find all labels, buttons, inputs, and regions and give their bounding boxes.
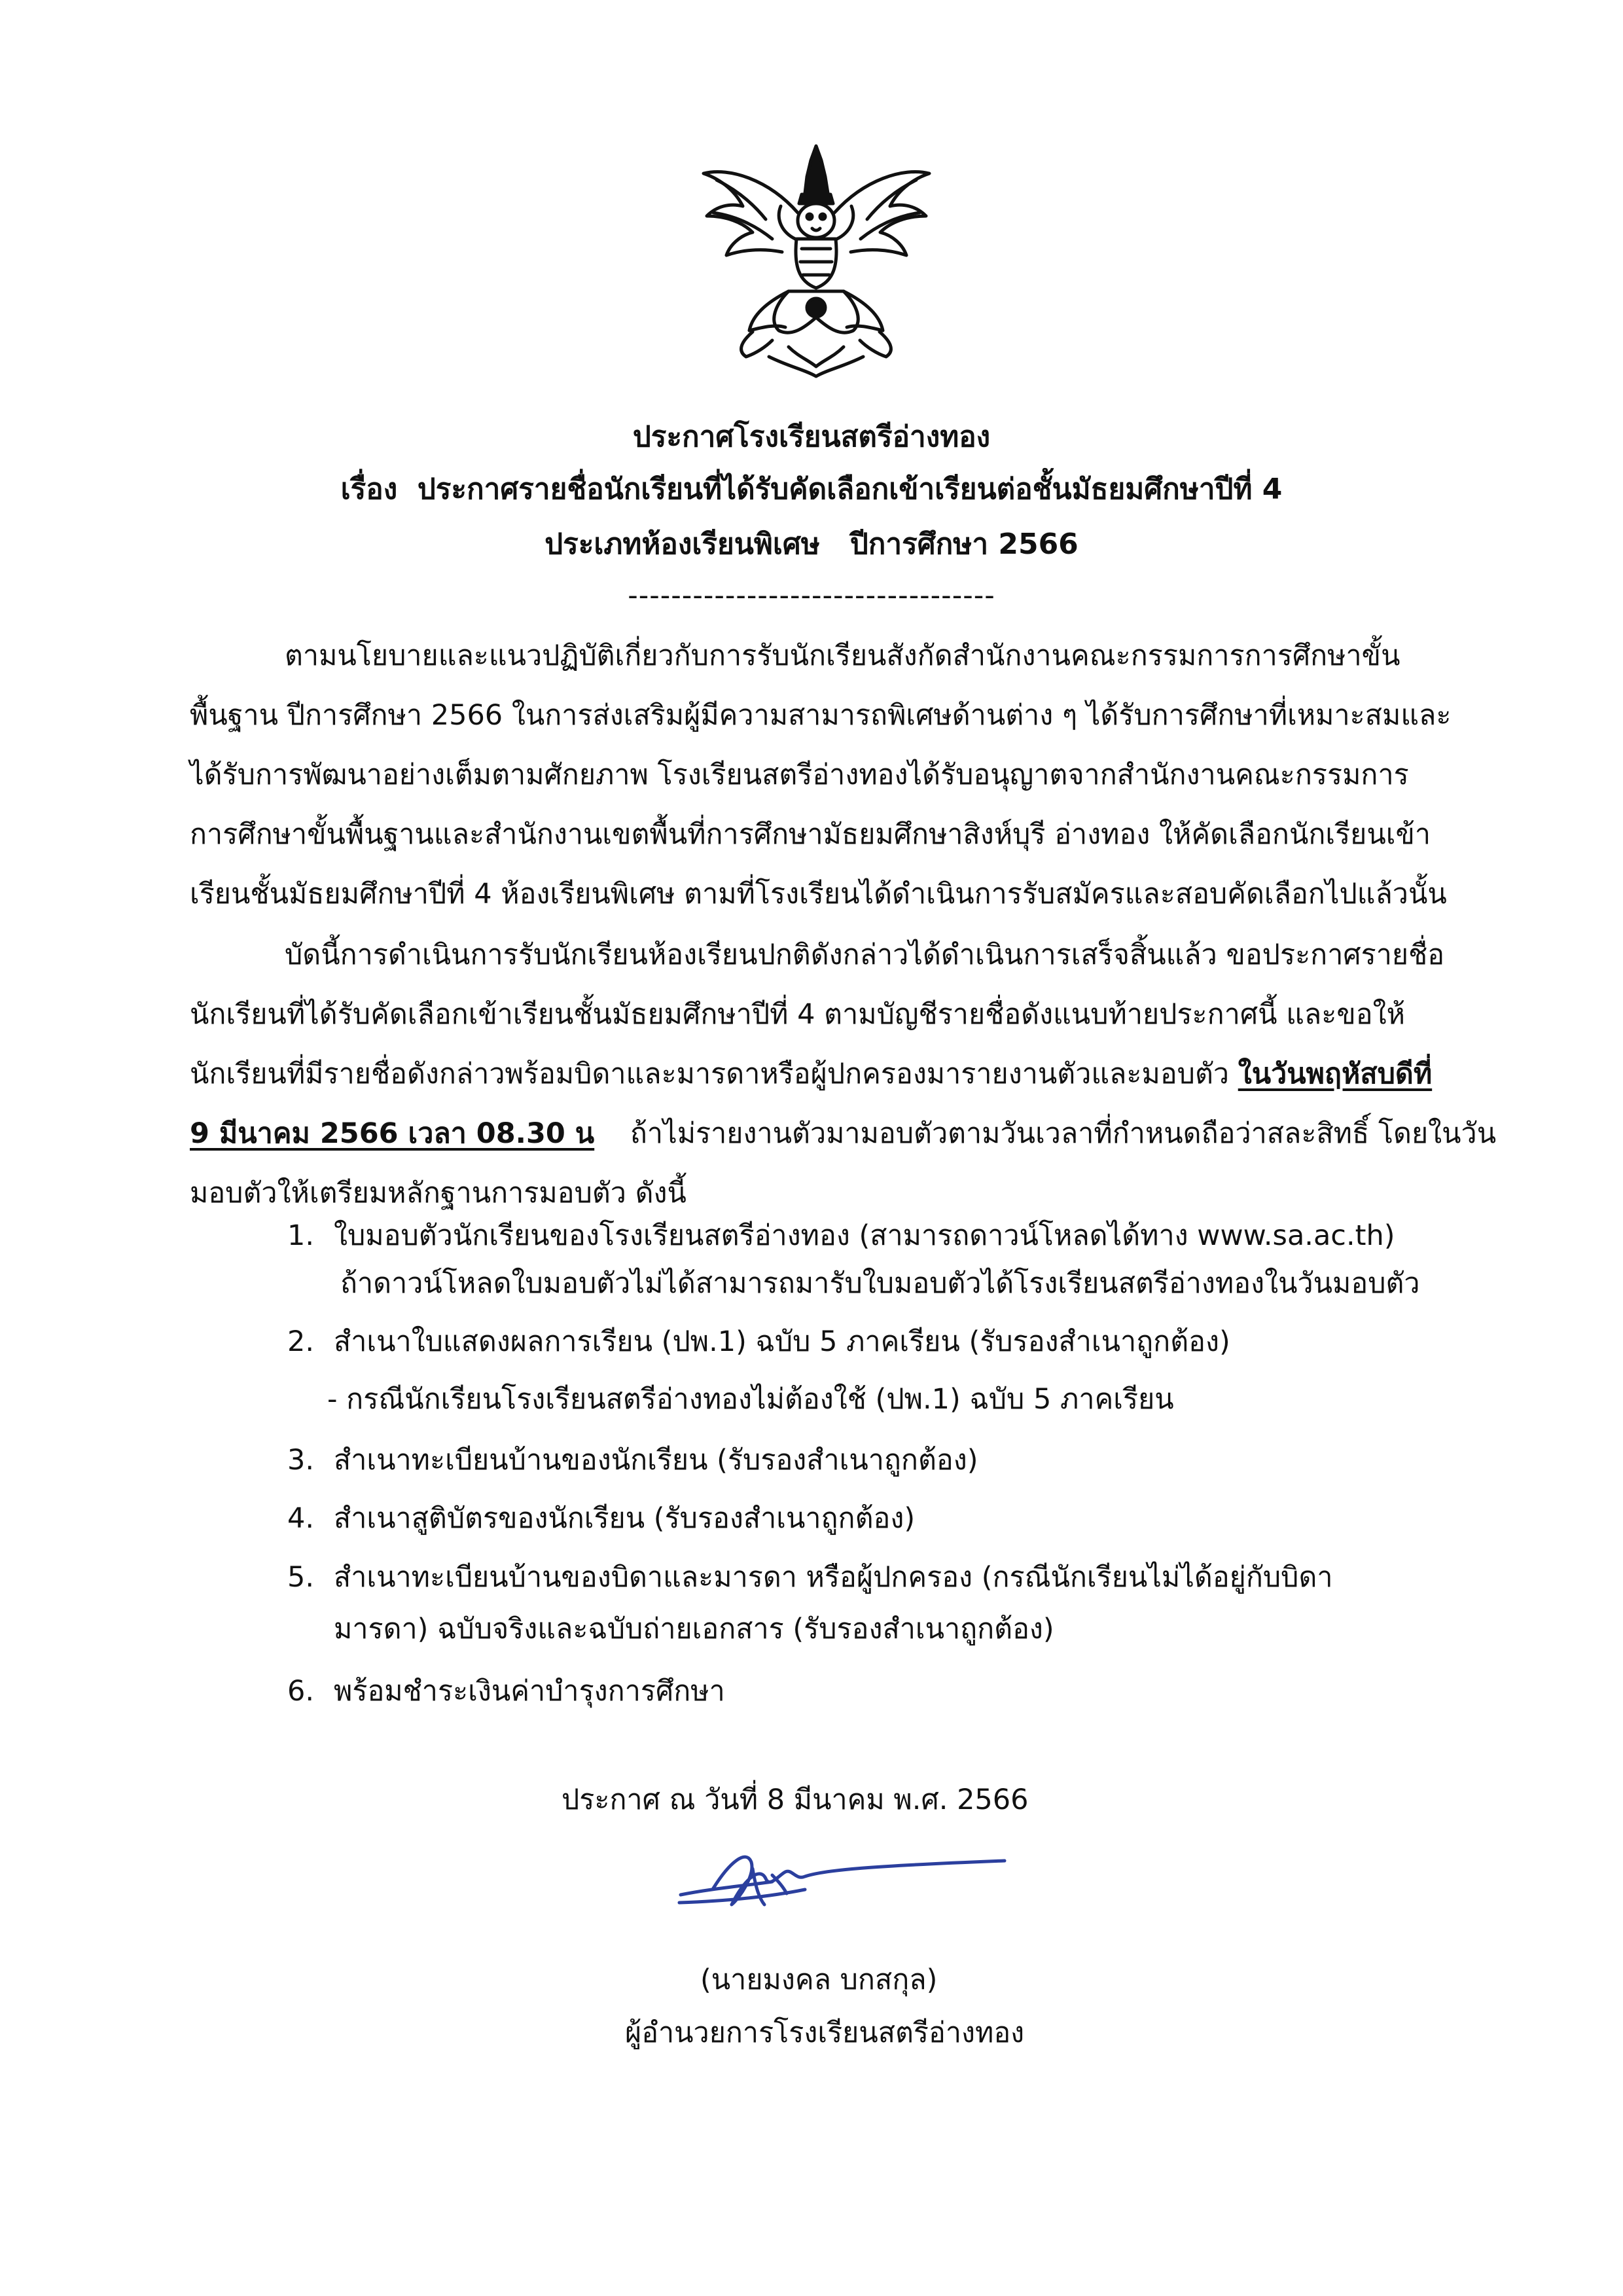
list-item-number: 4. — [287, 1502, 314, 1535]
para2-line-4-text: ถ้าไม่รายงานตัวมามอบตัวตามวันเวลาที่กำหนดถือว่าสละสิทธิ์ โดยในวัน — [630, 1117, 1497, 1150]
para1-line-5: เรียนชั้นมัธยมศึกษาปีที่ 4 ห้องเรียนพิเศษ ตามที่โรงเรียนได้ดำเนินการรับสมัครและสอบคัดเลือกไปแล้วนั้น — [190, 878, 1447, 910]
list-item-number: 3. — [287, 1444, 314, 1477]
list-item-number: 6. — [287, 1675, 314, 1708]
list-item-text: สำเนาทะเบียนบ้านของบิดาและมารดา หรือผู้ปกครอง (กรณีนักเรียนไม่ได้อยู่กับบิดา — [334, 1561, 1333, 1594]
para1-line-2: พื้นฐาน ปีการศึกษา 2566 ในการส่งเสริมผู้มีความสามารถพิเศษด้านต่าง ๆ ได้รับการศึกษาที่เหมาะสมและ — [190, 699, 1452, 732]
announcement-subject — [0, 466, 1623, 512]
list-item-text: สำเนาใบแสดงผลการเรียน (ปพ.1) ฉบับ 5 ภาคเรียน (รับรองสำเนาถูกต้อง) — [334, 1325, 1230, 1358]
announcement-date: ประกาศ ณ วันที่ 8 มีนาคม พ.ศ. 2566 — [562, 1784, 1029, 1816]
list-item-number: 1. — [287, 1219, 314, 1252]
header-divider: ---------------------------------- — [628, 579, 995, 612]
para2-line-3-text: นักเรียนที่มีรายชื่อดังกล่าวพร้อมบิดาและมารดาหรือผู้ปกครองมารายงานตัวและมอบตัว — [190, 1058, 1238, 1090]
announcement-category — [0, 521, 1623, 567]
subject-text: ประกาศรายชื่อนักเรียนที่ได้รับคัดเลือกเข้าเรียนต่อชั้นมัธยมศึกษาปีที่ 4 — [417, 473, 1283, 506]
signatory-name: (นายมงคล บกสกุล) — [700, 1964, 938, 1996]
para2-line-4 — [190, 1114, 1496, 1153]
list-item-number: 5. — [287, 1561, 314, 1594]
list-item-text: พร้อมชำระเงินค่าบำรุงการศึกษา — [334, 1675, 725, 1708]
list-item-subtext: - กรณีนักเรียนโรงเรียนสตรีอ่างทองไม่ต้องใช้ (ปพ.1) ฉบับ 5 ภาคเรียน — [327, 1383, 1174, 1416]
para1-line-1: ตามนโยบายและแนวปฏิบัติเกี่ยวกับการรับนักเรียนสังกัดสำนักงานคณะกรรมการการศึกษาขั้น — [285, 639, 1400, 672]
para2-line-1: บัดนี้การดำเนินการรับนักเรียนห้องเรียนปกติดังกล่าวได้ดำเนินการเสร็จสิ้นแล้ว ขอประกาศรายชื่อ — [285, 939, 1445, 971]
para2-line-3 — [190, 1054, 1432, 1094]
list-item-text: สำเนาทะเบียนบ้านของนักเรียน (รับรองสำเนาถูกต้อง) — [334, 1444, 978, 1477]
list-item-text: ใบมอบตัวนักเรียนของโรงเรียนสตรีอ่างทอง (สามารถดาวน์โหลดได้ทาง www.sa.ac.th) — [334, 1219, 1395, 1252]
para2-line-5: มอบตัวให้เตรียมหลักฐานการมอบตัว ดังนี้ — [190, 1177, 687, 1210]
announcement-title: ประกาศโรงเรียนสตรีอ่างทอง — [632, 420, 991, 454]
para1-line-3: ได้รับการพัฒนาอย่างเต็มตามศักยภาพ โรงเรียนสตรีอ่างทองได้รับอนุญาตจากสำนักงานคณะกรรมการ — [190, 759, 1409, 791]
reporting-day-highlight: ในวันพฤหัสบดีที่ — [1238, 1058, 1433, 1090]
para1-line-4: การศึกษาขั้นพื้นฐานและสำนักงานเขตพื้นที่การศึกษามัธยมศึกษาสิงห์บุรี อ่างทอง ให้คัดเลือกนักเรียนเข้า — [190, 818, 1431, 851]
para2-line-2: นักเรียนที่ได้รับคัดเลือกเข้าเรียนชั้นมัธยมศึกษาปีที่ 4 ตามบัญชีรายชื่อดังแนบท้ายประกาศนี้ และขอให้ — [190, 998, 1405, 1031]
list-item-text: สำเนาสูติบัตรของนักเรียน (รับรองสำเนาถูกต้อง) — [334, 1502, 916, 1535]
category-label: ประเภทห้องเรียนพิเศษ — [544, 528, 820, 561]
list-item-number: 2. — [287, 1325, 314, 1358]
signatory-position: ผู้อำนวยการโรงเรียนสตรีอ่างทอง — [625, 2017, 1025, 2049]
subject-prefix: เรื่อง — [340, 473, 398, 506]
reporting-date-time-highlight: 9 มีนาคม 2566 เวลา 08.30 น — [190, 1117, 595, 1150]
signature-image — [674, 1842, 1008, 1918]
list-item-subtext: มารดา) ฉบับจริงและฉบับถ่ายเอกสาร (รับรองสำเนาถูกต้อง) — [334, 1613, 1054, 1645]
academic-year-label: ปีการศึกษา 2566 — [849, 528, 1079, 561]
garuda-emblem-icon — [690, 141, 942, 380]
list-item-subtext: ถ้าดาวน์โหลดใบมอบตัวไม่ได้สามารถมารับใบมอบตัวได้โรงเรียนสตรีอ่างทองในวันมอบตัว — [340, 1267, 1420, 1300]
